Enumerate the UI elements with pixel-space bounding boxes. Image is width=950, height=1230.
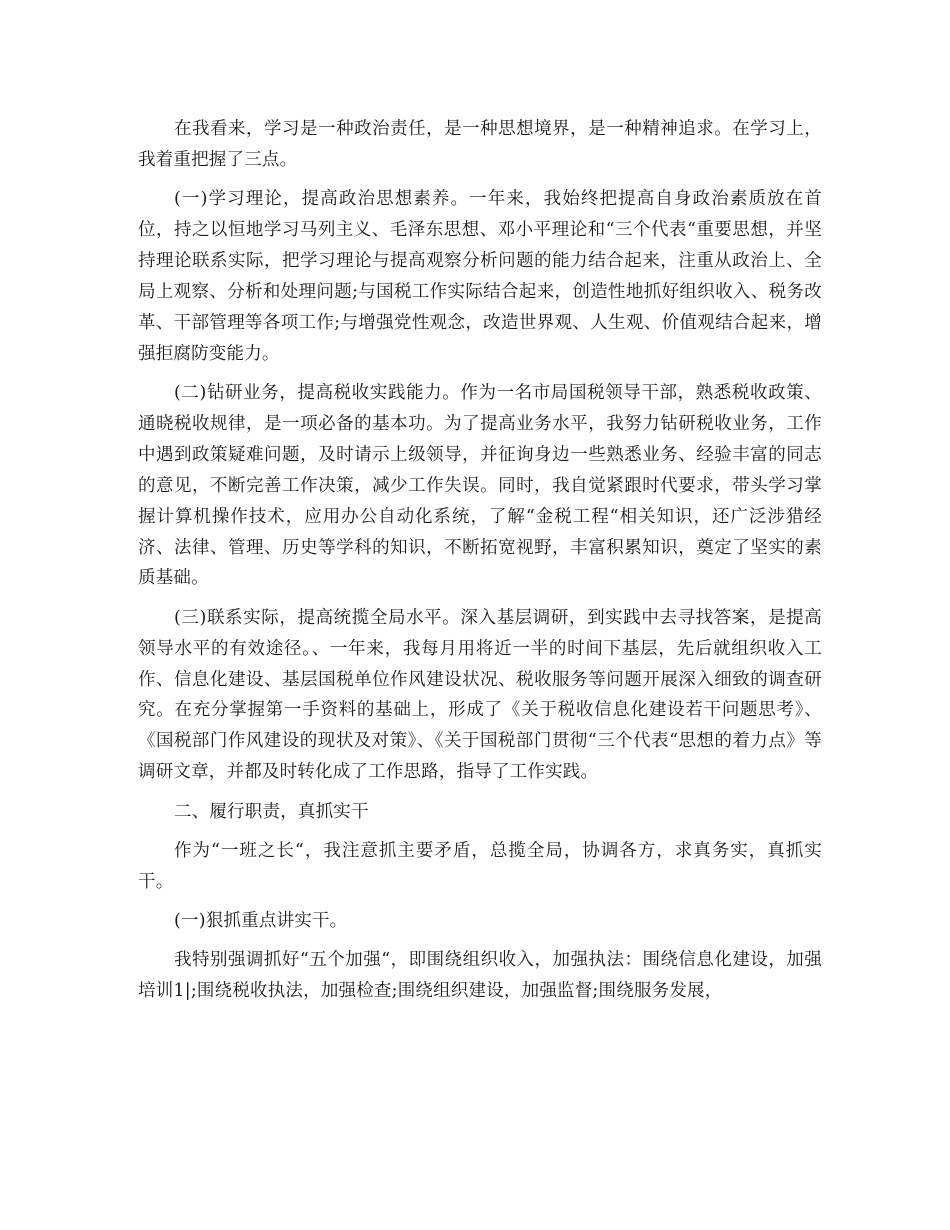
section-heading-duties: 二、履行职责，真抓实干 [174,801,369,822]
subheading-key-points: (一)狠抓重点讲实干。 [174,911,348,932]
paragraph-team-leader: 作为“一班之长“，我注意抓主要矛盾，总揽全局，协调各方，求真务实，真抓实干。 [138,840,822,892]
paragraph-practice: (三)联系实际，提高统揽全局水平。深入基层调研，到实践中去寻找答案，是提高领导水平的有效途径。、一年来，我每月用将近一半的时间下基层，先后就组织收入工作、信息化建设、基层国税单位作风建设状况、税收服务等问题开展深入细致的调查研究。在充分掌握第一手资料的基础上，形成了《关于税收信息化建设若干问题思考》、《国税部门作风建设的现状及对策》、《关于国税部门贯彻“三个代表“思想的着力点》等调研文章，并都及时转化成了工作思路，指导了工作实践。 [138,607,822,783]
paragraph-business-study: (二)钻研业务，提高税收实践能力。作为一名市局国税领导干部，熟悉税收政策、通晓税收规律，是一项必备的基本功。为了提高业务水平，我努力钻研税收业务，工作中遇到政策疑难问题，及时请示上级领导，并征询身边一些熟悉业务、经验丰富的同志的意见，不断完善工作决策，减少工作失误。同时，我自觉紧跟时代要求，带头学习掌握计算机操作技术，应用办公自动化系统，了解“金税工程“相关知识，还广泛涉猎经济、法律、管理、历史等学科的知识，不断拓宽视野，丰富积累知识，奠定了坚实的素质基础。 [138,383,822,589]
paragraph-intro: 在我看来，学习是一种政治责任，是一种思想境界，是一种精神追求。在学习上，我着重把握了三点。 [138,119,822,170]
paragraph-five-strengthenings: 我特别强调抓好“五个加强“，即围绕组织收入，加强执法：围绕信息化建设，加强培训1|;围绕税收执法，加强检查;围绕组织建设，加强监督;围绕服务发展， [138,950,822,1002]
document-body [138,114,822,1016]
paragraph-theory-study: (一)学习理论，提高政治思想素养。一年来，我始终把提高自身政治素质放在首位，持之以恒地学习马列主义、毛泽东思想、邓小平理论和“三个代表“重要思想，并坚持理论联系实际，把学习理论与提高观察分析问题的能力结合起来，注重从政治上、全局上观察、分析和处理问题;与国税工作实际结合起来，创造性地抓好组织收入、税务改革、干部管理等各项工作;与增强党性观念，改造世界观、人生观、价值观结合起来，增强拒腐防变能力。 [138,189,822,364]
